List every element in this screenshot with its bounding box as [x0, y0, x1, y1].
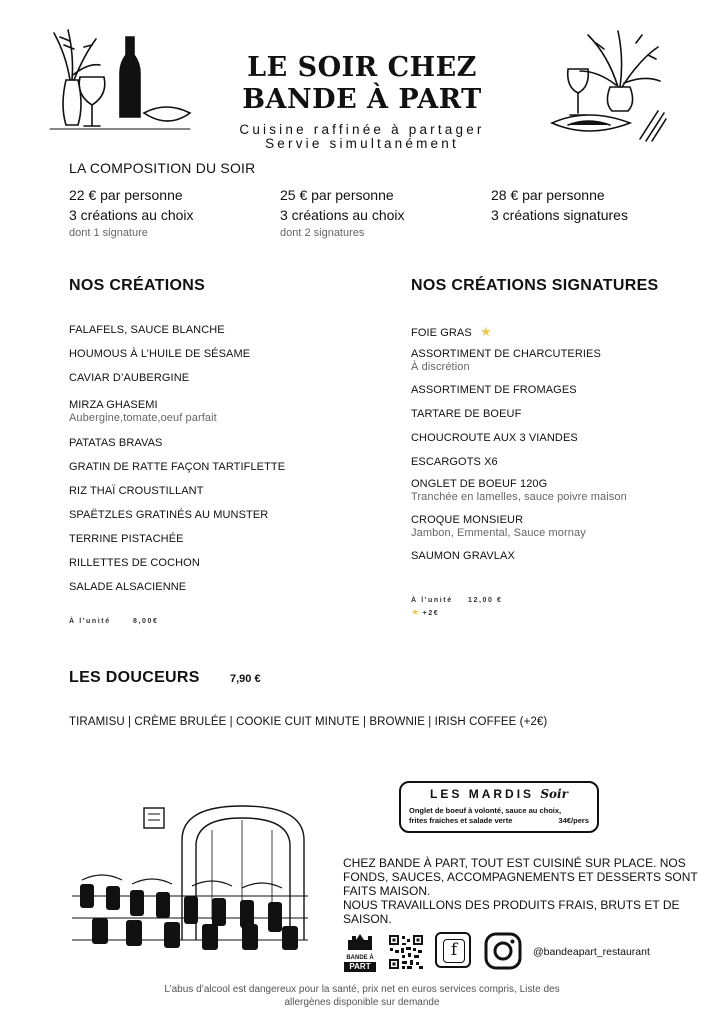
- creation-item: HOUMOUS À L’HUILE DE SÉSAME: [69, 348, 251, 360]
- signature-item: CHOUCROUTE AUX 3 VIANDES: [411, 432, 578, 444]
- creation-item: FALAFELS, SAUCE BLANCHE: [69, 324, 225, 336]
- creations-unit-label: À l'unité: [69, 618, 111, 625]
- signature-item: [411, 478, 627, 503]
- formula-price: 22 € par personne: [69, 187, 183, 203]
- creations-unit-price: 8,00€: [133, 618, 159, 625]
- mardis-title-text: LES MARDIS: [430, 787, 535, 801]
- about-paragraph-1: CHEZ BANDE À PART, TOUT EST CUISINÉ SUR PLACE. NOS FONDS, SAUCES, ACCOMPAGNEMENTS ET DESSERTS SONT FAITS MAISON.: [343, 856, 698, 898]
- desserts-list: TIRAMISU | CRÈME BRULÉE | COOKIE CUIT MINUTE | BROWNIE | IRISH COFFEE (+2€): [69, 716, 548, 728]
- signature-item: ASSORTIMENT DE FROMAGES: [411, 384, 577, 396]
- creation-item: GRATIN DE RATTE FAÇON TARTIFLETTE: [69, 461, 286, 473]
- creation-item: CAVIAR D’AUBERGINE: [69, 372, 190, 384]
- signature-item-name: CROQUE MONSIEUR: [411, 514, 524, 526]
- legal-footer: [120, 983, 604, 1009]
- formula-choice: 3 créations signatures: [491, 207, 628, 223]
- creations-heading: NOS CRÉATIONS: [69, 277, 206, 294]
- mardis-price: 34€/pers: [558, 816, 589, 825]
- creation-item: TERRINE PISTACHÉE: [69, 533, 184, 545]
- about-paragraph-2: NOUS TRAVAILLONS DES PRODUITS FRAIS, BRUTS ET DE SAISON.: [343, 898, 680, 926]
- signatures-unit-price: 12,00 €: [468, 597, 503, 604]
- formula-22: [69, 185, 194, 241]
- logo-bottom-text: PART: [344, 962, 376, 972]
- signature-item: SAUMON GRAVLAX: [411, 550, 515, 562]
- signature-item: ESCARGOTS X6: [411, 456, 498, 468]
- formula-note: dont 2 signatures: [280, 227, 365, 239]
- formula-note: dont 1 signature: [69, 227, 148, 239]
- creation-item: PATATAS BRAVAS: [69, 437, 163, 449]
- star-icon: ★: [479, 324, 492, 339]
- facebook-icon[interactable]: [435, 932, 471, 968]
- signature-item-desc: À discrétion: [411, 361, 470, 373]
- signature-item-desc: Jambon, Emmental, Sauce mornay: [411, 527, 586, 539]
- mardis-offer-box: [399, 781, 599, 833]
- signature-item: [411, 514, 586, 539]
- creation-item: RIZ THAÏ CROUSTILLANT: [69, 485, 204, 497]
- creation-item: SALADE ALSACIENNE: [69, 581, 187, 593]
- desserts-heading: LES DOUCEURS: [69, 669, 200, 686]
- mardis-desc-line-2: frites fraiches et salade verte: [409, 816, 513, 825]
- terrace-illustration: [72, 800, 312, 952]
- menu-title-line-2: BANDE À PART: [242, 84, 482, 115]
- signature-item-name: FOIE GRAS: [411, 327, 472, 339]
- star-icon: ★: [411, 607, 420, 617]
- footer-line-1: L’abus d’alcool est dangereux pour la santé, prix net en euros services compris, Liste des: [164, 984, 560, 995]
- composition-heading: LA COMPOSITION DU SOIR: [69, 160, 256, 176]
- signature-item-desc: Tranchée en lamelles, sauce poivre maison: [411, 491, 627, 503]
- mardis-title-suffix: Soir: [540, 787, 568, 801]
- formula-price: 25 € par personne: [280, 187, 394, 203]
- signature-item: [411, 324, 492, 340]
- signatures-heading: NOS CRÉATIONS SIGNATURES: [411, 277, 659, 294]
- instagram-icon[interactable]: [484, 932, 522, 970]
- mardis-desc-line-1: Onglet de boeuf à volonté, sauce au choix,: [409, 806, 562, 815]
- signatures-unit-label: À l'unité: [411, 597, 453, 604]
- desserts-price: 7,90 €: [230, 673, 261, 685]
- formula-28: [491, 185, 628, 225]
- creation-item-desc: Aubergine,tomate,oeuf parfait: [69, 412, 217, 424]
- menu-title-line-1: LE SOIR CHEZ: [247, 52, 477, 83]
- logo-top-text: BANDE À: [346, 955, 374, 961]
- creation-item: SPAËTZLES GRATINÉS AU MUNSTER: [69, 509, 269, 521]
- creation-item: RILLETTES DE COCHON: [69, 557, 200, 569]
- formula-choice: 3 créations au choix: [69, 207, 194, 223]
- formula-25: [280, 185, 405, 241]
- star-supplement-price: +2€: [422, 610, 440, 617]
- signature-item: TARTARE DE BOEUF: [411, 408, 522, 420]
- formula-price: 28 € par personne: [491, 187, 605, 203]
- creation-item: [69, 399, 217, 424]
- qr-code-icon: [388, 934, 424, 970]
- tagline-line-2: Servie simultanément: [265, 136, 459, 151]
- facebook-glyph: f: [443, 939, 465, 963]
- signature-item-name: ONGLET DE BOEUF 120G: [411, 478, 548, 490]
- restaurant-logo: [344, 934, 376, 970]
- creation-item-name: MIRZA GHASEMI: [69, 399, 158, 411]
- signature-item: [411, 348, 601, 373]
- star-supplement: [411, 607, 439, 618]
- signature-item-name: ASSORTIMENT DE CHARCUTERIES: [411, 348, 601, 360]
- mardis-title: [401, 787, 597, 801]
- formula-choice: 3 créations au choix: [280, 207, 405, 223]
- tagline-line-1: Cuisine raffinée à partager: [239, 122, 485, 137]
- about-text: [343, 856, 713, 926]
- mardis-description: [409, 806, 561, 826]
- building-icon: [344, 934, 376, 950]
- instagram-handle[interactable]: @bandeapart_restaurant: [533, 946, 650, 958]
- footer-line-2: allergènes disponible sur demande: [284, 997, 440, 1008]
